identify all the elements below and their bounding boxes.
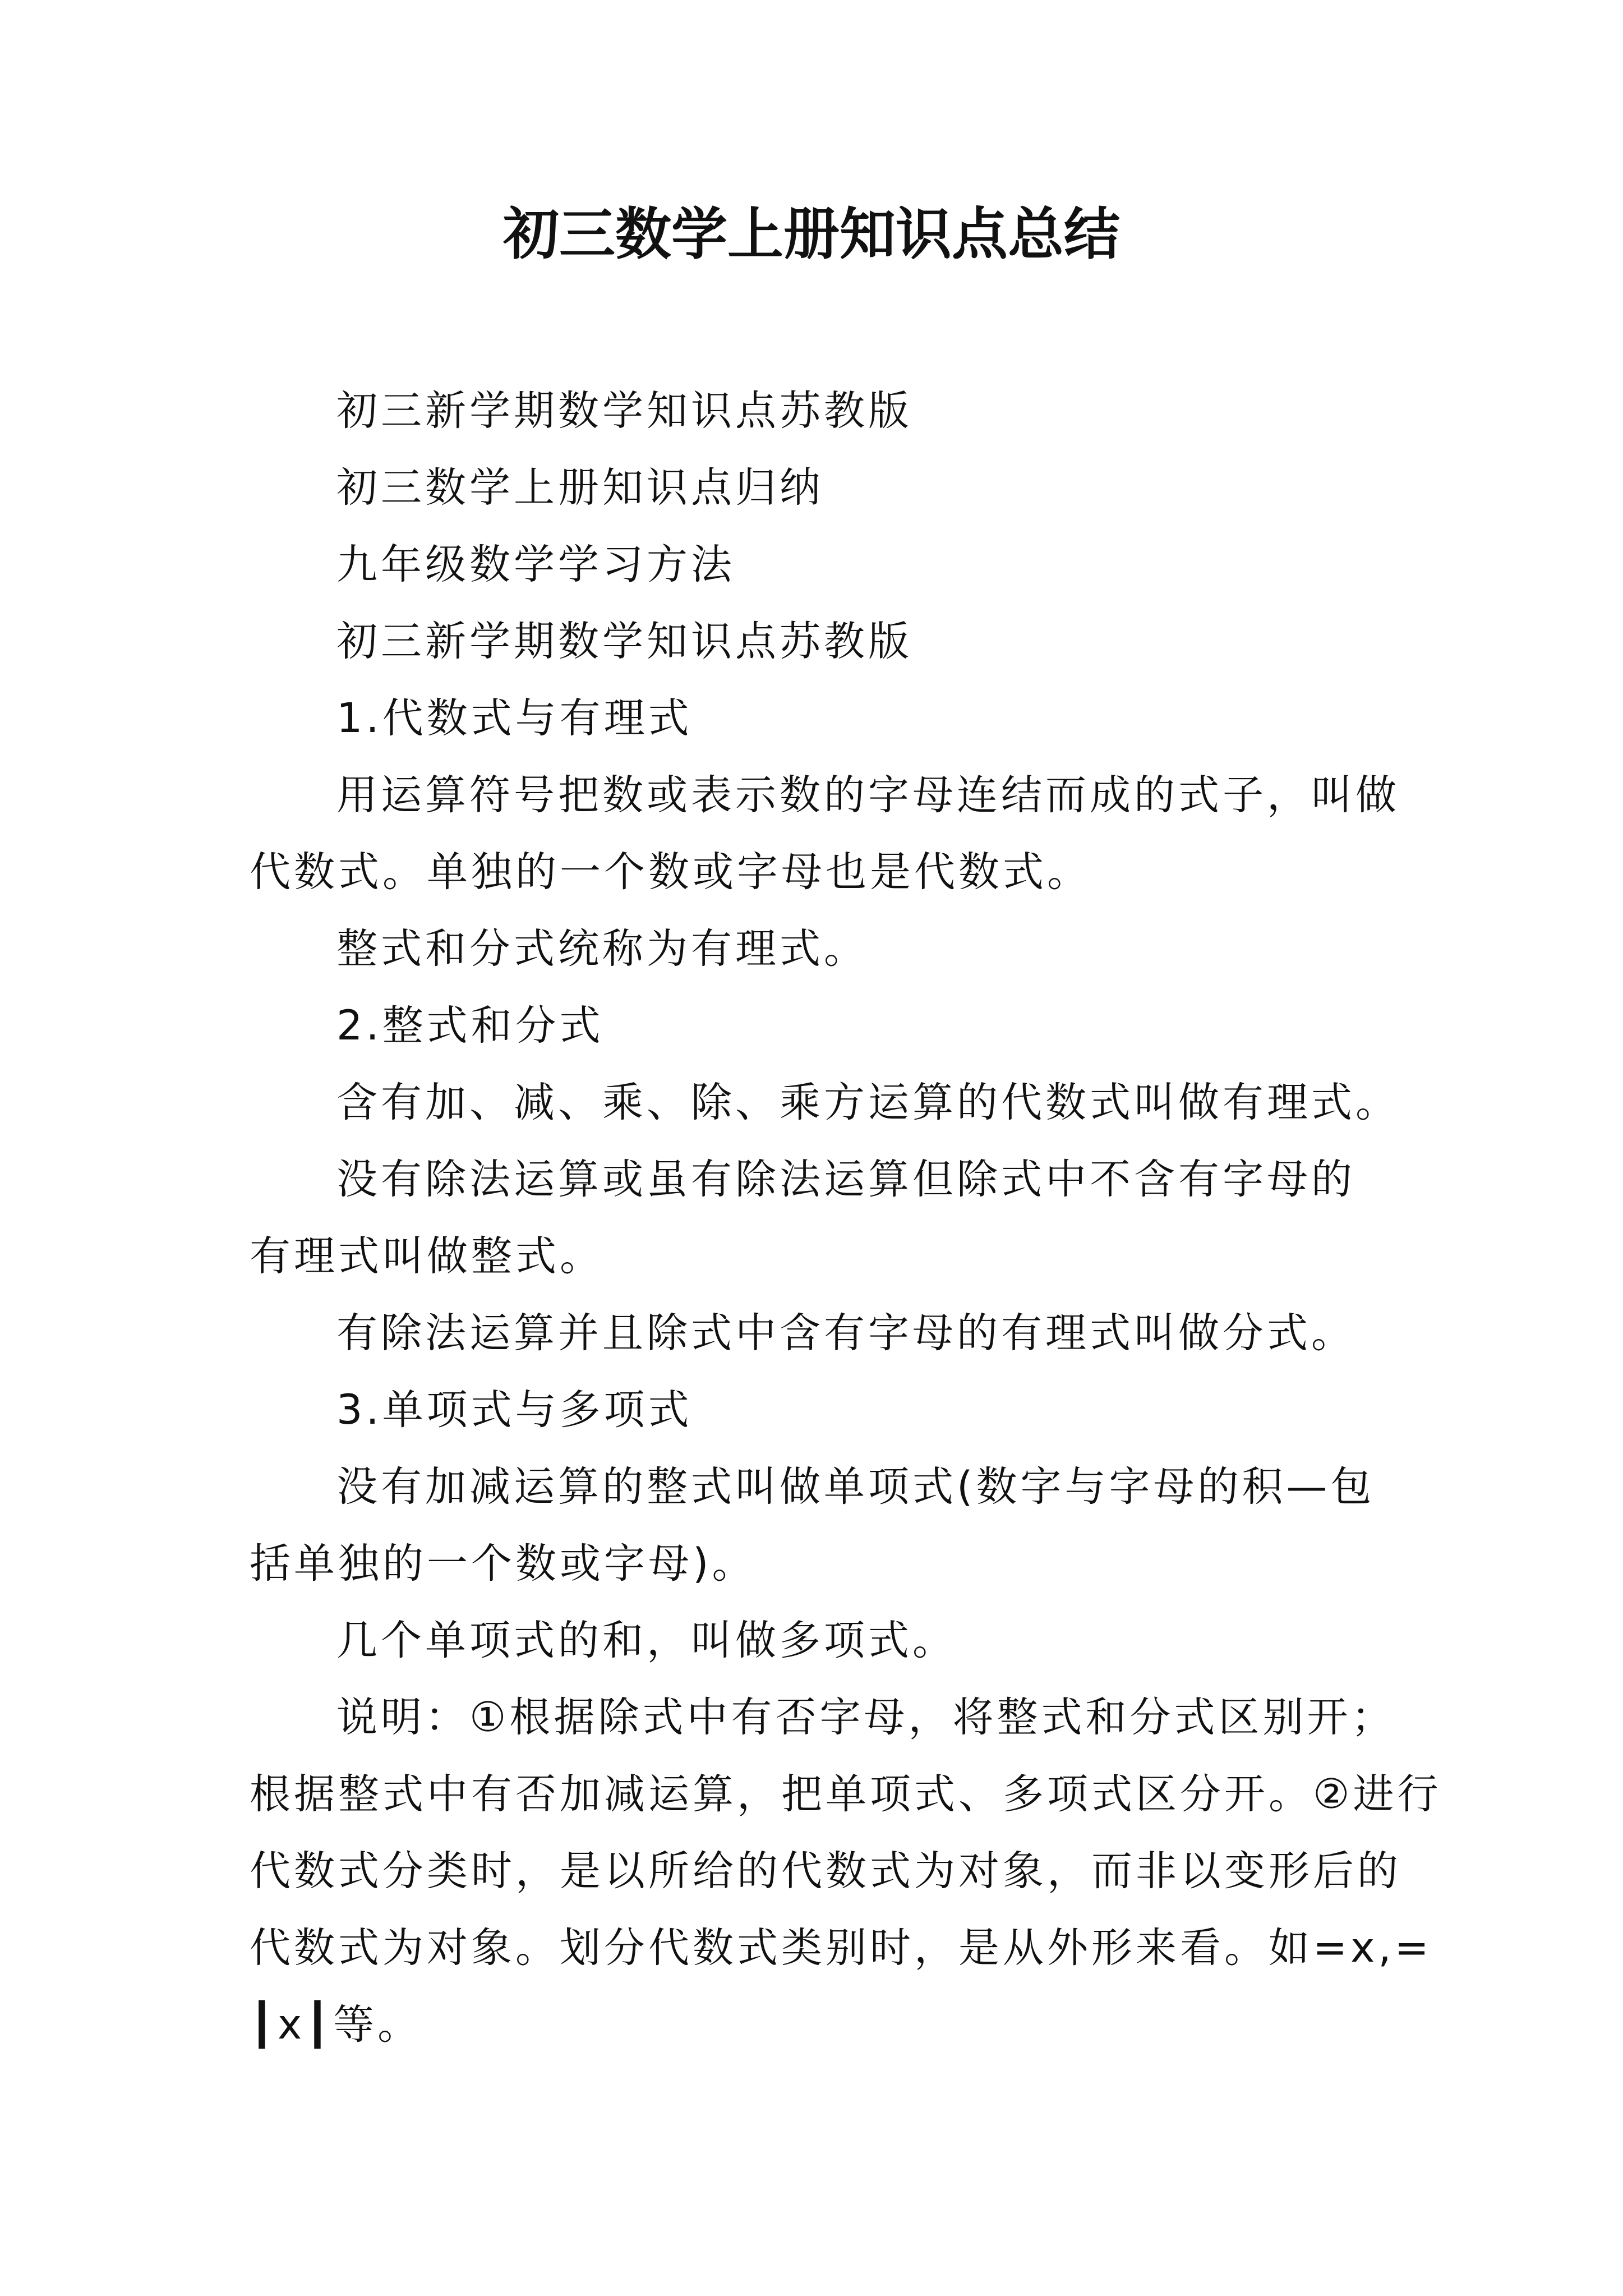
subsection-heading: 2.整式和分式 (336, 1002, 604, 1050)
paragraph-line: 整式和分式统称为有理式。 (336, 925, 868, 973)
paragraph-line: 代数式分类时，是以所给的代数式为对象，而非以变形后的 (250, 1847, 1401, 1895)
paragraph-line: 有理式叫做整式。 (250, 1232, 604, 1280)
paragraph-line: ┃x┃等。 (250, 2001, 422, 2049)
paragraph-line: 没有加减运算的整式叫做单项式(数字与字母的积—包 (336, 1463, 1375, 1511)
paragraph-line: 含有加、减、乘、除、乘方运算的代数式叫做有理式。 (336, 1079, 1400, 1126)
toc-line: 九年级数学学习方法 (336, 541, 735, 588)
subsection-heading: 3.单项式与多项式 (336, 1386, 693, 1434)
paragraph-line: 用运算符号把数或表示数的字母连结而成的式子，叫做 (336, 771, 1400, 819)
subsection-heading: 1.代数式与有理式 (336, 694, 693, 742)
paragraph-line: 有除法运算并且除式中含有字母的有理式叫做分式。 (336, 1309, 1355, 1357)
toc-line: 初三数学上册知识点归纳 (336, 464, 824, 512)
paragraph-line: 没有除法运算或虽有除法运算但除式中不含有字母的 (336, 1156, 1355, 1203)
paragraph-line: 代数式。单独的一个数或字母也是代数式。 (250, 848, 1091, 896)
paragraph-line: 代数式为对象。划分代数式类别时，是从外形来看。如=x,= (250, 1924, 1432, 1972)
paragraph-line: 说明：①根据除式中有否字母，将整式和分式区别开； (336, 1694, 1396, 1741)
document-title: 初三数学上册知识点总结 (503, 201, 1120, 267)
section-heading: 初三新学期数学知识点苏教版 (336, 618, 912, 665)
paragraph-line: 根据整式中有否加减运算，把单项式、多项式区分开。②进行 (250, 1770, 1442, 1818)
paragraph-line: 括单独的一个数或字母)。 (250, 1540, 757, 1588)
paragraph-line: 几个单项式的和，叫做多项式。 (336, 1617, 957, 1664)
toc-line: 初三新学期数学知识点苏教版 (336, 387, 912, 435)
